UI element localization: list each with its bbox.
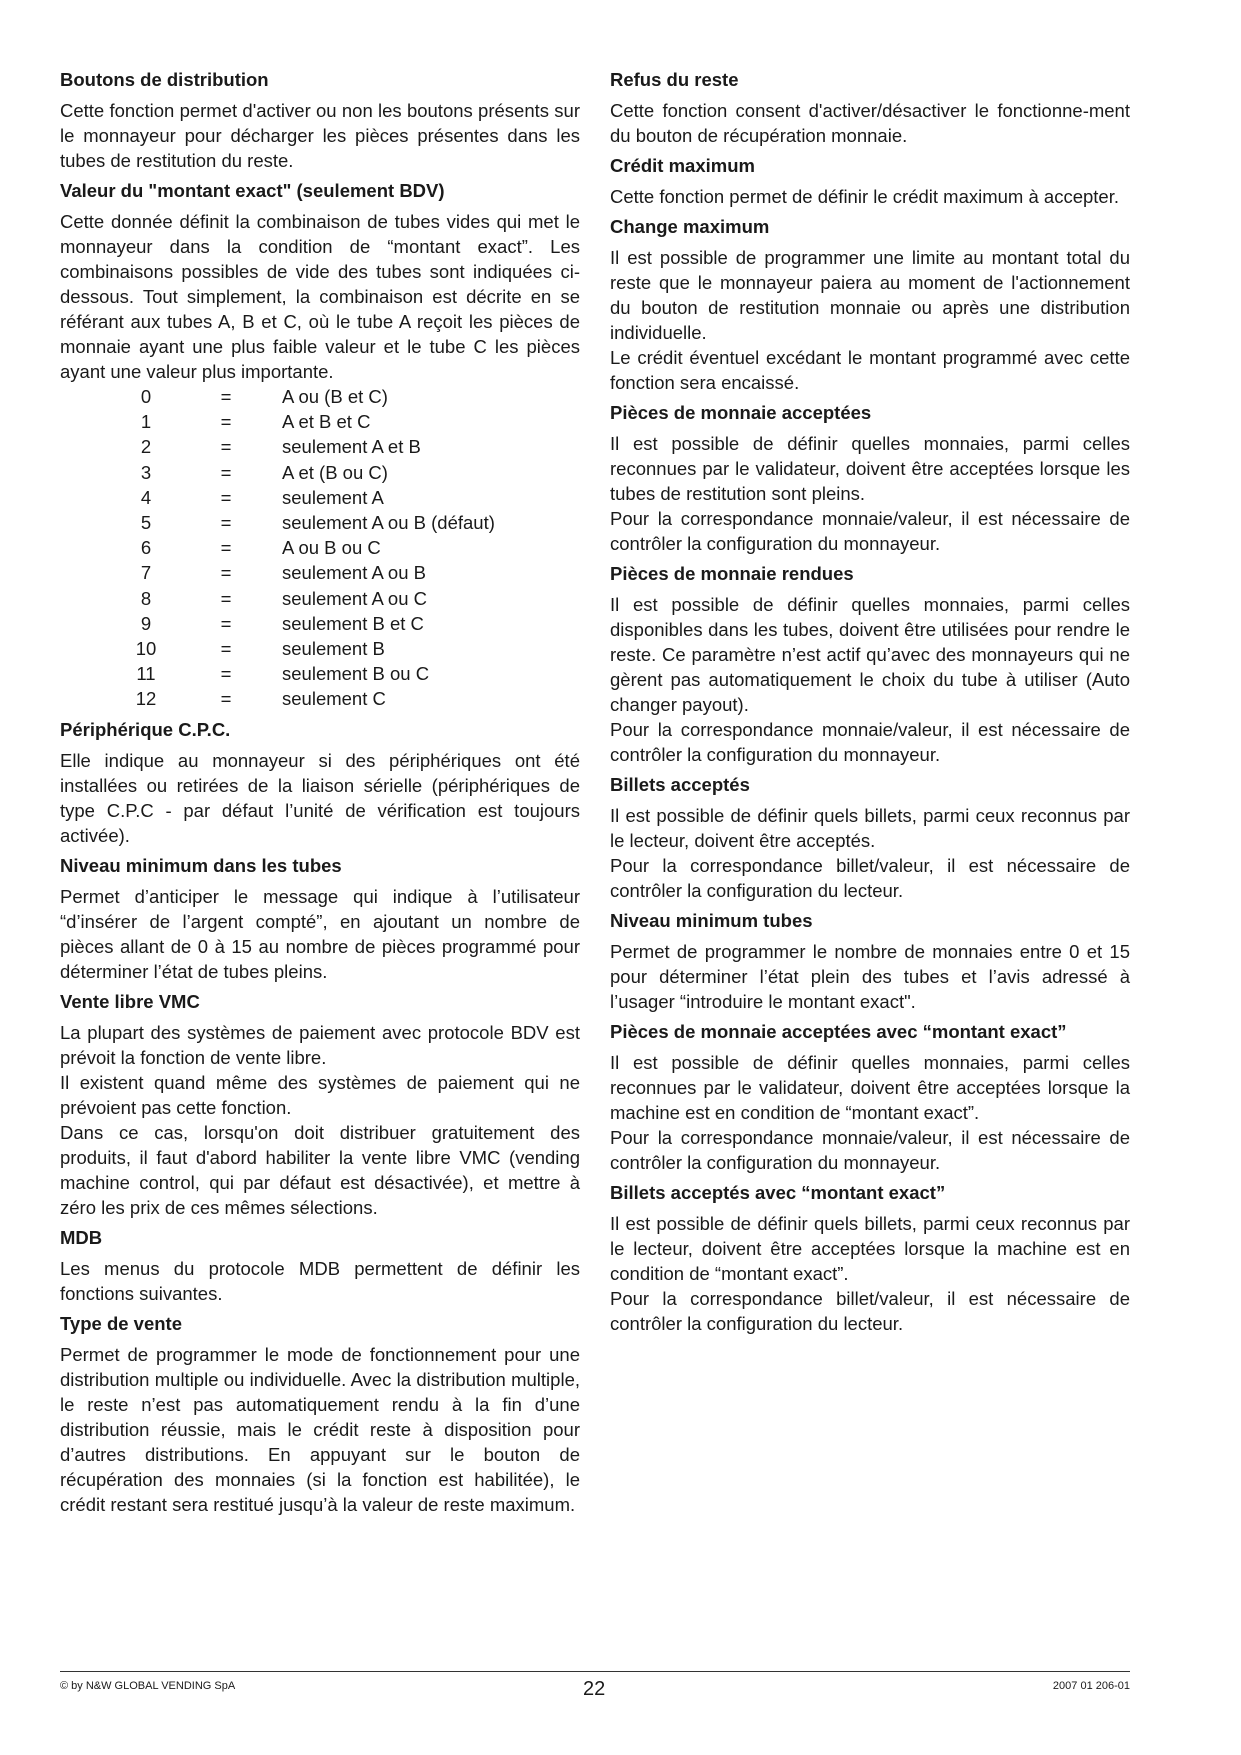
paragraph: Permet de programmer le mode de fonctionnement pour une distribution multiple ou individuelle. Avec la distribution multiple, le reste n’est pas automatiquement rendu à la fin d’une distribution réussie, mais le crédit reste à disposition pour d’autres distributions. En appuyant sur le bouton de récupération des monnaies (si la fonction est habilitée), le crédit restant sera restitué jusqu’à la valeur de reste maximum. — [60, 1343, 580, 1515]
combination-equals: = — [220, 436, 232, 458]
section-title: Pièces de monnaie acceptées — [610, 402, 872, 423]
section-title: Change maximum — [610, 216, 770, 237]
paragraph: Il est possible de définir quelles monnaies, parmi celles reconnues par le validateur, doivent être acceptées lorsque les tubes de restitution sont pleins. — [610, 433, 1130, 504]
combination-row — [60, 611, 580, 636]
combination-value: A et (B ou C) — [282, 461, 388, 483]
combination-row — [60, 460, 580, 485]
footer-copyright: © by N&W GLOBAL VENDING SpA — [60, 1680, 236, 1692]
paragraph: Il est possible de définir quels billets, parmi ceux reconnus par le lecteur, doivent être acceptés. — [610, 805, 1130, 851]
combination-row — [60, 661, 580, 686]
combination-equals: = — [220, 638, 232, 660]
combination-value: seulement A et B — [282, 436, 421, 458]
section-title: Type de vente — [60, 1312, 183, 1334]
combination-number: 9 — [140, 612, 152, 634]
section-title: Billets acceptés avec “montant exact” — [610, 1182, 946, 1203]
combination-number: 4 — [140, 486, 152, 508]
combination-number: 12 — [135, 688, 157, 710]
combination-row — [60, 586, 580, 611]
page-number: 22 — [583, 1678, 606, 1700]
combination-row — [60, 686, 580, 711]
left-column — [60, 66, 580, 1517]
combination-equals: = — [220, 612, 232, 634]
combination-list — [60, 384, 580, 712]
combination-value: seulement B — [282, 638, 385, 660]
combination-equals: = — [220, 688, 232, 710]
paragraph: Le crédit éventuel excédant le montant programmé avec cette fonction sera encaissé. — [610, 347, 1130, 393]
paragraph: Cette fonction permet de définir le crédit maximum à accepter. — [610, 186, 1119, 207]
paragraph: Pour la correspondance monnaie/valeur, il est nécessaire de contrôler la configuration du monnayeur. — [610, 508, 1130, 554]
section-title: Pièces de monnaie rendues — [610, 563, 854, 584]
paragraph: Permet de programmer le nombre de monnaies entre 0 et 15 pour déterminer l’état plein des tubes et l’avis adressé à l’usager “introduire le montant exact". — [610, 941, 1130, 1012]
combination-equals: = — [220, 411, 232, 433]
combination-number: 11 — [136, 663, 156, 685]
combination-number: 2 — [140, 436, 152, 458]
combination-equals: = — [220, 386, 232, 407]
paragraph: Cette fonction permet d'activer ou non les boutons présents sur le monnayeur pour décharger les pièces présentes dans les tubes de restitution du reste. — [60, 100, 580, 171]
combination-number: 1 — [140, 411, 152, 433]
section-title: Refus du reste — [610, 69, 739, 90]
combination-number: 8 — [140, 587, 152, 609]
combination-value: seulement A ou B (défaut) — [282, 512, 495, 534]
paragraph: Cette donnée définit la combinaison de tubes vides qui met le monnayeur dans la condition de “montant exact”. Les combinaisons possibles de vide des tubes sont indiquées ci-dessous. Tout simplement, la combinaison est décrite en se référant aux tubes A, B et C, où le tube A reçoit les pièces de monnaie ayant une plus faible valeur et le tube C les pièces ayant une valeur plus importante. — [60, 211, 580, 382]
combination-value: seulement B ou C — [282, 663, 430, 685]
combination-value: A ou (B et C) — [282, 386, 388, 407]
section-title: Crédit maximum — [610, 155, 755, 176]
section-title: Billets acceptés — [610, 774, 750, 795]
section-title: Pièces de monnaie acceptées avec “montant exact” — [610, 1021, 1067, 1042]
paragraph: Il est possible de programmer une limite au montant total du reste que le monnayeur paiera au moment de l'actionnement du bouton de restitution monnaie ou après une distribution individuelle. — [610, 247, 1130, 343]
section-title: Boutons de distribution — [60, 69, 269, 90]
combination-value: seulement A — [282, 486, 384, 508]
paragraph: Pour la correspondance billet/valeur, il est nécessaire de contrôler la configuration du lecteur. — [610, 1288, 1130, 1334]
combination-number: 6 — [140, 537, 152, 559]
paragraph: Il est possible de définir quels billets, parmi ceux reconnus par le lecteur, doivent être acceptées lorsque la machine est en condition de “montant exact”. — [610, 1213, 1130, 1284]
paragraph: Pour la correspondance billet/valeur, il est nécessaire de contrôler la configuration du lecteur. — [610, 855, 1130, 901]
combination-number: 10 — [135, 638, 157, 660]
section-title: Valeur du "montant exact" (seulement BDV) — [60, 180, 445, 201]
combination-row — [60, 485, 580, 510]
combination-equals: = — [220, 663, 232, 685]
combination-number: 5 — [140, 512, 152, 534]
combination-equals: = — [220, 512, 232, 534]
combination-row — [60, 636, 580, 661]
footer-doc-code: 2007 01 206-01 — [1052, 1680, 1130, 1692]
section-title: Périphérique C.P.C. — [60, 718, 231, 740]
combination-equals: = — [220, 537, 232, 559]
section-title: Vente libre VMC — [60, 990, 200, 1012]
combination-number: 7 — [140, 562, 152, 584]
footer-divider — [60, 1671, 1130, 1672]
combination-value: A ou B ou C — [282, 537, 381, 559]
paragraph: Pour la correspondance monnaie/valeur, il est nécessaire de contrôler la configuration du monnayeur. — [610, 1127, 1130, 1173]
combination-value: seulement B et C — [282, 612, 424, 634]
combination-value: seulement A ou B — [282, 562, 426, 584]
section-title: MDB — [60, 1226, 103, 1248]
paragraph: Elle indique au monnayeur si des périphériques ont été installées ou retirées de la liaison sérielle (périphériques de type C.P.C - par défaut l’unité de vérification est toujours activée). — [60, 749, 580, 846]
paragraph: La plupart des systèmes de paiement avec protocole BDV est prévoit la fonction de vente libre. — [60, 1021, 580, 1068]
combination-value: seulement A ou C — [282, 587, 428, 609]
combination-row — [60, 510, 580, 535]
combination-equals: = — [220, 587, 232, 609]
section-title: Niveau minimum dans les tubes — [60, 854, 342, 876]
paragraph: Il est possible de définir quelles monnaies, parmi celles disponibles dans les tubes, doivent être utilisées pour rendre le reste. Ce paramètre n’est actif qu’avec des monnayeurs qui ne gèrent pas automatiquement le choix du tube à utiliser (Auto changer payout). — [610, 594, 1130, 715]
combination-row — [60, 535, 580, 560]
combination-value: A et B et C — [282, 411, 371, 433]
paragraph: Il est possible de définir quelles monnaies, parmi celles reconnues par le validateur, doivent être acceptées lorsque la machine est en condition de “montant exact”. — [610, 1052, 1130, 1123]
paragraph: Permet d’anticiper le message qui indique à l’utilisateur “d’insérer de l’argent compté”, en ajoutant un nombre de pièces allant de 0 à 15 au nombre de pièces programmé pour déterminer l’état de tubes pleins. — [60, 885, 580, 982]
paragraph: Il existent quand même des systèmes de paiement qui ne prévoient pas cette fonction. — [60, 1071, 580, 1118]
combination-row — [60, 384, 580, 409]
paragraph: Cette fonction consent d'activer/désactiver le fonctionne-ment du bouton de récupération monnaie. — [610, 100, 1130, 146]
paragraph: Dans ce cas, lorsqu'on doit distribuer gratuitement des produits, il faut d'abord habiliter la vente libre VMC (vending machine control, qui par défaut est désactivée), et mettre à zéro les prix de ces mêmes sélections. — [60, 1121, 580, 1218]
combination-value: seulement C — [282, 688, 386, 710]
combination-equals: = — [220, 461, 232, 483]
section-title: Niveau minimum tubes — [610, 910, 813, 931]
combination-equals: = — [220, 562, 232, 584]
combination-equals: = — [220, 486, 232, 508]
combination-number: 3 — [140, 461, 152, 483]
combination-number: 0 — [140, 386, 152, 407]
combination-row — [60, 409, 580, 434]
paragraph: Les menus du protocole MDB permettent de définir les fonctions suivantes. — [60, 1257, 580, 1304]
right-column — [610, 66, 1130, 1336]
combination-row — [60, 560, 580, 585]
combination-row — [60, 434, 580, 459]
paragraph: Pour la correspondance monnaie/valeur, il est nécessaire de contrôler la configuration du monnayeur. — [610, 719, 1130, 765]
